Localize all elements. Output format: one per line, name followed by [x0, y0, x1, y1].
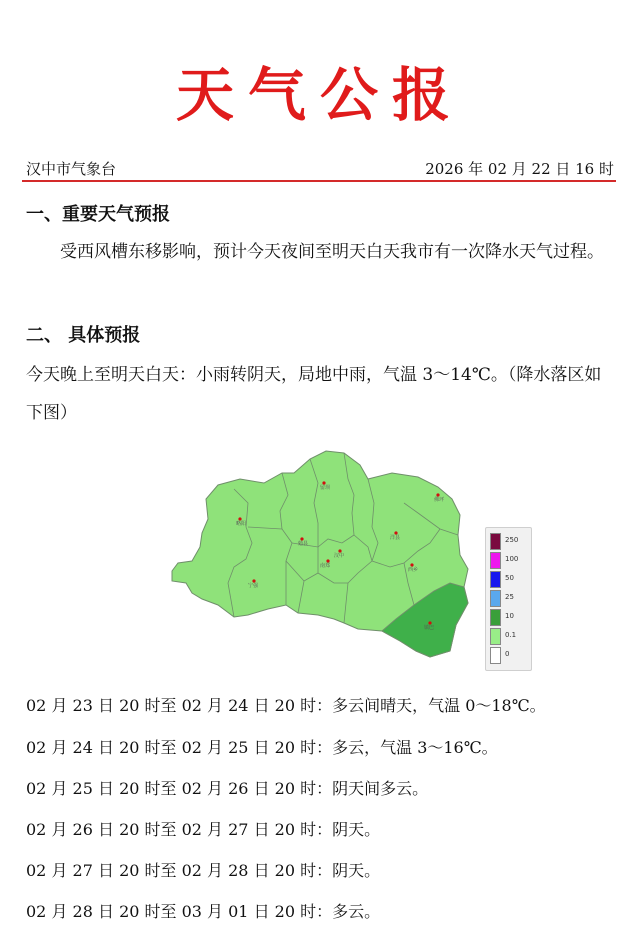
city-label: 南郑: [320, 563, 331, 569]
forecast-line: 02 月 27 日 20 时至 02 月 28 日 20 时：阴天。: [26, 861, 381, 880]
legend-item-0: [490, 647, 528, 664]
section1-text: 受西风槽东移影响，预计今天夜间至明天白天我市有一次降水天气过程。: [60, 242, 604, 262]
legend-item-10: [490, 609, 528, 626]
legend-item-25: [490, 590, 528, 607]
precipitation-map-svg: [168, 443, 536, 673]
city-label: 汉中: [334, 553, 345, 559]
legend-swatch: [490, 647, 501, 664]
forecast-line: 02 月 25 日 20 时至 02 月 26 日 20 时：阴天间多云。: [26, 779, 429, 798]
section2-text: 今天晚上至明天白天：小雨转阴天，局地中雨，气温 3～14℃。（降水落区如下图）: [26, 365, 602, 423]
section1-heading: 一、重要天气预报: [26, 204, 170, 225]
legend-item-250: [490, 533, 528, 550]
legend-swatch: [490, 590, 501, 607]
city-label: 镇巴: [424, 625, 435, 631]
city-label: 略阳: [236, 521, 247, 527]
forecast-line: 02 月 28 日 20 时至 03 月 01 日 20 时：多云。: [26, 902, 381, 921]
legend-label: 0.1: [505, 631, 517, 639]
precipitation-map: [168, 443, 536, 673]
legend-swatch: [490, 628, 501, 645]
legend-swatch: [490, 609, 501, 626]
legend-label: 250: [505, 536, 519, 544]
city-label: 宁强: [248, 583, 259, 589]
legend-item-50: [490, 571, 528, 588]
page-title: 天气公报: [175, 61, 464, 129]
precipitation-legend: [485, 527, 532, 671]
header-divider: [22, 180, 616, 182]
legend-label: 0: [505, 650, 510, 658]
issuer-name: 汉中市气象台: [26, 160, 117, 178]
legend-swatch: [490, 552, 501, 569]
legend-swatch: [490, 571, 501, 588]
issued-time: 2026 年 02 月 22 日 16 时: [425, 160, 614, 178]
legend-label: 50: [505, 574, 514, 582]
city-label: 留坝: [320, 485, 331, 491]
legend-label: 100: [505, 555, 519, 563]
legend-swatch: [490, 533, 501, 550]
section2-heading: 二、 具体预报: [26, 325, 141, 346]
forecast-line: 02 月 26 日 20 时至 02 月 27 日 20 时：阴天。: [26, 820, 381, 839]
city-label: 洋县: [390, 535, 401, 541]
city-label: 勉县: [298, 541, 309, 547]
city-label: 佛坪: [434, 497, 445, 503]
legend-label: 25: [505, 593, 514, 601]
city-label: 西乡: [408, 567, 419, 573]
forecast-line: 02 月 24 日 20 时至 02 月 25 日 20 时：多云，气温 3～16℃。: [26, 738, 498, 757]
forecast-line: 02 月 23 日 20 时至 02 月 24 日 20 时：多云间晴天，气温 0～18℃。: [26, 696, 546, 715]
legend-item-0.1: [490, 628, 528, 645]
legend-item-100: [490, 552, 528, 569]
legend-label: 10: [505, 612, 514, 620]
